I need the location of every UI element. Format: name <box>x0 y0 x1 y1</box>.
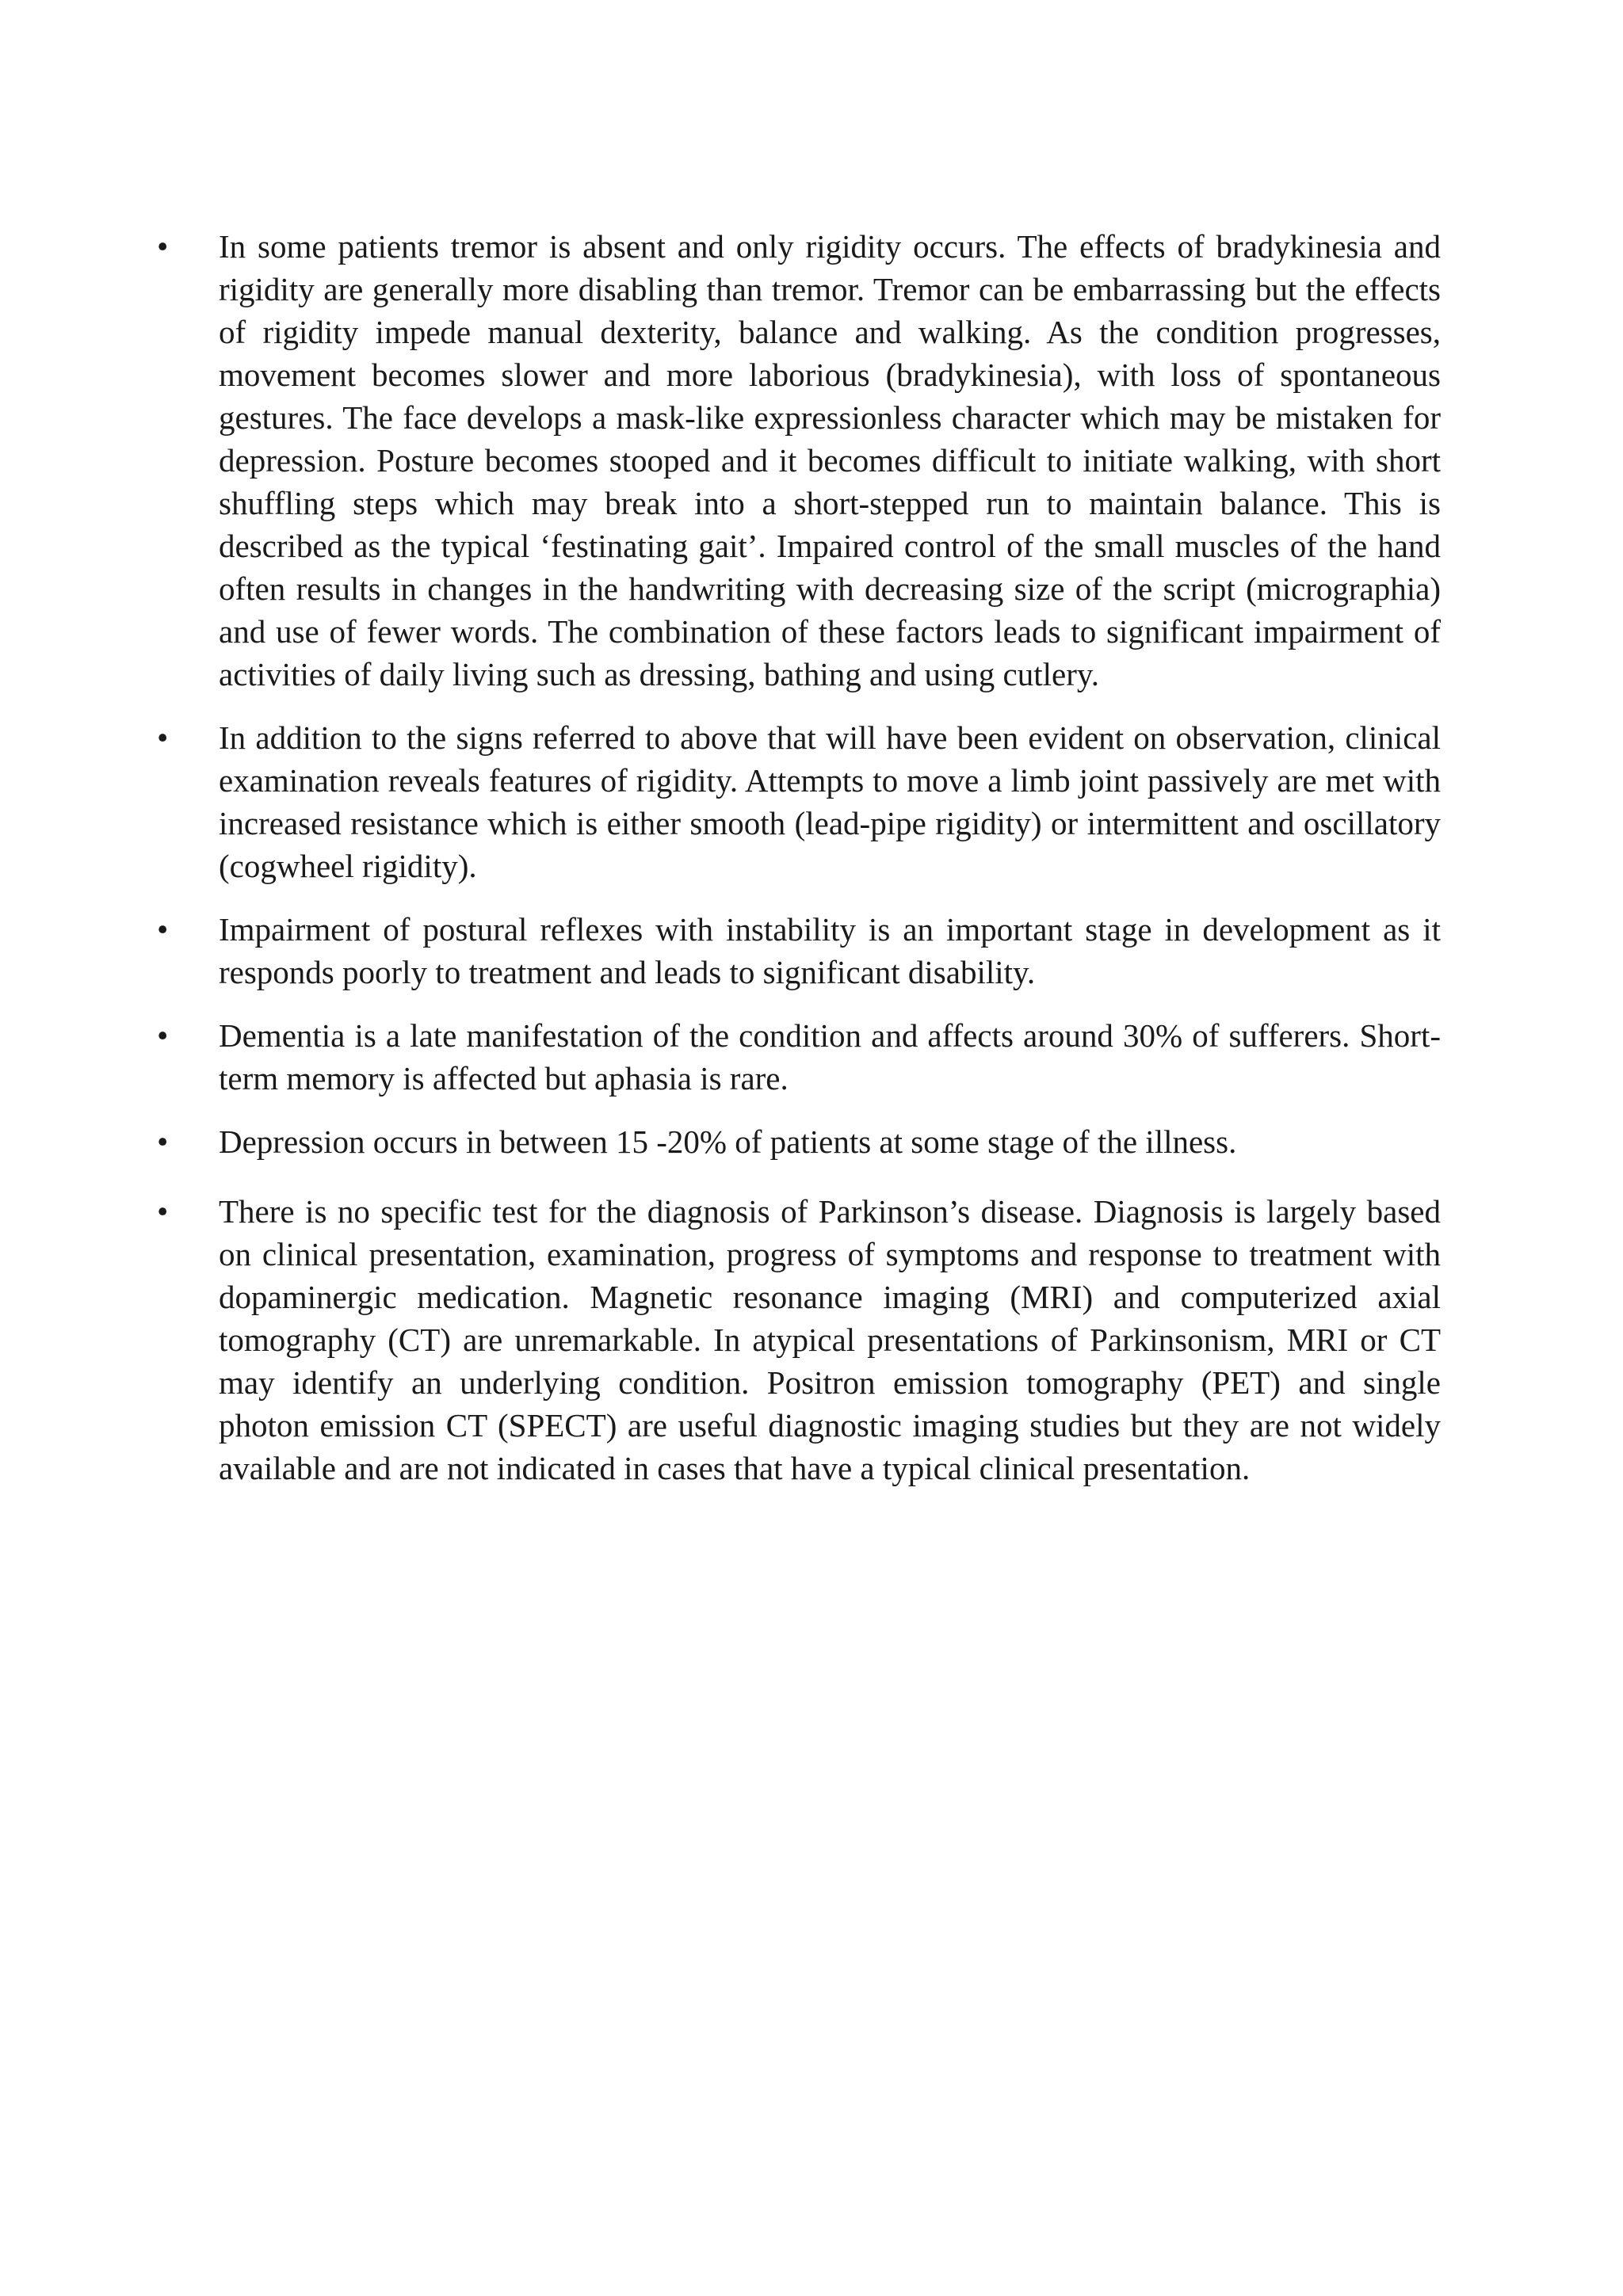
bullet-marker: • <box>157 911 169 948</box>
list-item-text: Impairment of postural reflexes with instability is an important stage in development as it responds poorly to treatment and leads to significant disability. <box>219 911 1441 990</box>
list-item-dementia <box>157 1014 1441 1100</box>
list-item-text: In addition to the signs referred to above that will have been evident on observation, clinical examination reveals features of rigidity. Attempts to move a limb joint passively are met with increased resistance which is either smooth (lead-pipe rigidity) or intermittent and oscillatory (cogwheel rigidity). <box>219 719 1441 884</box>
list-item-text: Dementia is a late manifestation of the condition and affects around 30% of sufferers. Short-term memory is affected but aphasia is rare. <box>219 1017 1441 1097</box>
list-item-text: In some patients tremor is absent and only rigidity occurs. The effects of bradykinesia and rigidity are generally more disabling than tremor. Tremor can be embarrassing but the effects of rigidity impede manual dexterity, balance and walking. As the condition progresses, movement becomes slower and more laborious (bradykinesia), with loss of spontaneous gestures. The face develops a mask-like expressionless character which may be mistaken for depression. Posture becomes stooped and it becomes difficult to initiate walking, with short shuffling steps which may break into a short-stepped run to maintain balance. This is described as the typical ‘festinating gait’. Impaired control of the small muscles of the hand often results in changes in the handwriting with decreasing size of the script (micrographia) and use of fewer words. The combination of these factors leads to significant impairment of activities of daily living such as dressing, bathing and using cutlery. <box>219 228 1441 692</box>
bullet-marker: • <box>157 228 169 265</box>
list-item-postural-reflexes <box>157 908 1441 994</box>
list-item-depression <box>157 1120 1441 1163</box>
bullet-marker: • <box>157 1123 169 1160</box>
list-item-diagnosis <box>157 1190 1441 1489</box>
list-item-text: Depression occurs in between 15 -20% of patients at some stage of the illness. <box>219 1123 1237 1160</box>
list-item-rigidity-effects <box>157 225 1441 696</box>
list-item-text: There is no specific test for the diagnosis of Parkinson’s disease. Diagnosis is largely based on clinical presentation, examination, progress of symptoms and response to treatment with dopaminergic medication. Magnetic resonance imaging (MRI) and computerized axial tomography (CT) are unremarkable. In atypical presentations of Parkinsonism, MRI or CT may identify an underlying condition. Positron emission tomography (PET) and single photon emission CT (SPECT) are useful diagnostic imaging studies but they are not widely available and are not indicated in cases that have a typical clinical presentation. <box>219 1193 1441 1486</box>
bullet-list <box>157 225 1441 1489</box>
bullet-marker: • <box>157 1017 169 1054</box>
bullet-marker: • <box>157 719 169 756</box>
list-item-clinical-examination <box>157 716 1441 887</box>
bullet-marker: • <box>157 1193 169 1230</box>
